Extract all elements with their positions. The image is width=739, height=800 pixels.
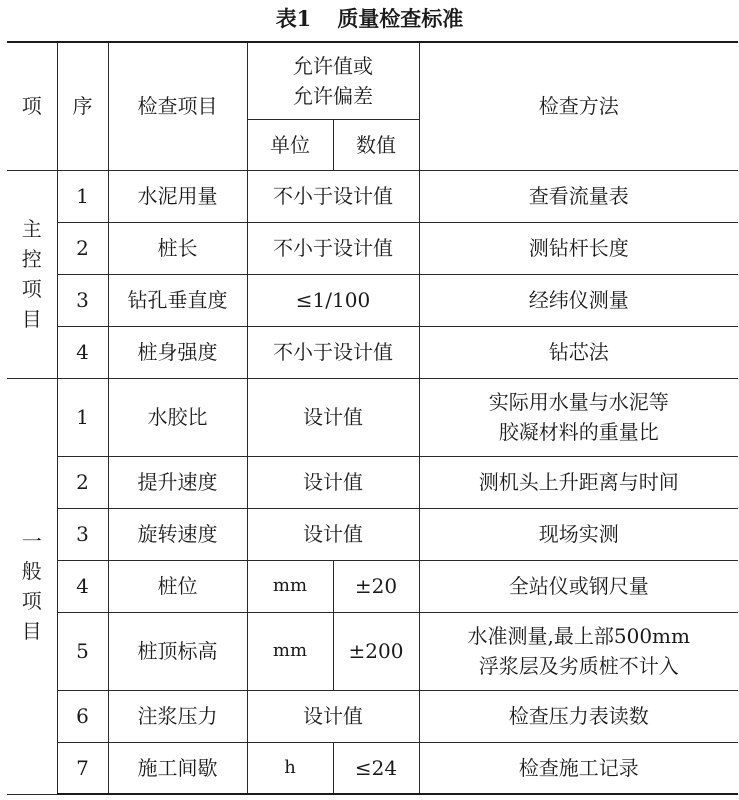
row-seq: 1	[57, 378, 108, 456]
row-item: 旋转速度	[108, 508, 247, 560]
table-title: 质量检查标准	[337, 6, 464, 31]
row-item: 桩顶标高	[108, 612, 247, 690]
row-unit: mm	[247, 612, 333, 690]
row-method: 全站仪或钢尺量	[419, 560, 738, 612]
table-caption	[0, 0, 739, 40]
table-row	[7, 222, 738, 274]
row-allowance: ≤1/100	[247, 274, 419, 326]
row-value: ±20	[333, 560, 419, 612]
row-seq: 6	[57, 690, 108, 742]
table-row	[7, 560, 738, 612]
row-seq: 2	[57, 456, 108, 508]
row-method: 检查施工记录	[419, 742, 738, 794]
row-method: 水准测量,最上部500mm 浮浆层及劣质桩不计入	[419, 612, 738, 690]
row-seq: 1	[57, 170, 108, 222]
header-seq: 序	[57, 42, 108, 170]
header-allowance-line1: 允许值或	[293, 53, 373, 78]
row-item: 桩位	[108, 560, 247, 612]
header-allowance	[247, 42, 419, 119]
row-method: 测机头上升距离与时间	[419, 456, 738, 508]
header-item: 项	[7, 42, 57, 170]
table-row	[7, 326, 738, 378]
row-method: 查看流量表	[419, 170, 738, 222]
row-unit: mm	[247, 560, 333, 612]
row-item: 注浆压力	[108, 690, 247, 742]
table-row	[7, 690, 738, 742]
row-method: 检查压力表读数	[419, 690, 738, 742]
header-check-item: 检查项目	[108, 42, 247, 170]
row-allowance: 不小于设计值	[247, 326, 419, 378]
row-allowance: 不小于设计值	[247, 170, 419, 222]
row-method: 测钻杆长度	[419, 222, 738, 274]
header-method: 检查方法	[419, 42, 738, 170]
row-method: 钻芯法	[419, 326, 738, 378]
row-item: 钻孔垂直度	[108, 274, 247, 326]
row-seq: 3	[57, 508, 108, 560]
row-seq: 2	[57, 222, 108, 274]
row-method: 现场实测	[419, 508, 738, 560]
row-allowance: 设计值	[247, 456, 419, 508]
row-value: ±200	[333, 612, 419, 690]
row-method: 经纬仪测量	[419, 274, 738, 326]
row-method: 实际用水量与水泥等 胶凝材料的重量比	[419, 378, 738, 456]
row-seq: 3	[57, 274, 108, 326]
row-seq: 4	[57, 326, 108, 378]
row-allowance: 设计值	[247, 378, 419, 456]
header-row	[7, 42, 738, 119]
row-item: 桩身强度	[108, 326, 247, 378]
table-number: 表1	[275, 6, 312, 31]
table-row	[7, 170, 738, 222]
row-item: 提升速度	[108, 456, 247, 508]
row-item: 桩长	[108, 222, 247, 274]
row-seq: 7	[57, 742, 108, 794]
row-allowance: 不小于设计值	[247, 222, 419, 274]
table-row	[7, 456, 738, 508]
header-unit: 单位	[247, 119, 333, 170]
row-seq: 4	[57, 560, 108, 612]
header-value: 数值	[333, 119, 419, 170]
row-item: 施工间歇	[108, 742, 247, 794]
group-label-general: 一 般 项 目	[7, 378, 57, 794]
group-label-main: 主 控 项 目	[7, 170, 57, 378]
row-allowance: 设计值	[247, 690, 419, 742]
row-unit: h	[247, 742, 333, 794]
row-value: ≤24	[333, 742, 419, 794]
table-row	[7, 274, 738, 326]
header-allowance-line2: 允许偏差	[293, 83, 373, 108]
row-item: 水胶比	[108, 378, 247, 456]
table-row	[7, 612, 738, 690]
row-allowance: 设计值	[247, 508, 419, 560]
table-row	[7, 378, 738, 456]
row-seq: 5	[57, 612, 108, 690]
table-row	[7, 742, 738, 794]
row-item: 水泥用量	[108, 170, 247, 222]
quality-standard-table	[7, 41, 738, 795]
table-row	[7, 508, 738, 560]
